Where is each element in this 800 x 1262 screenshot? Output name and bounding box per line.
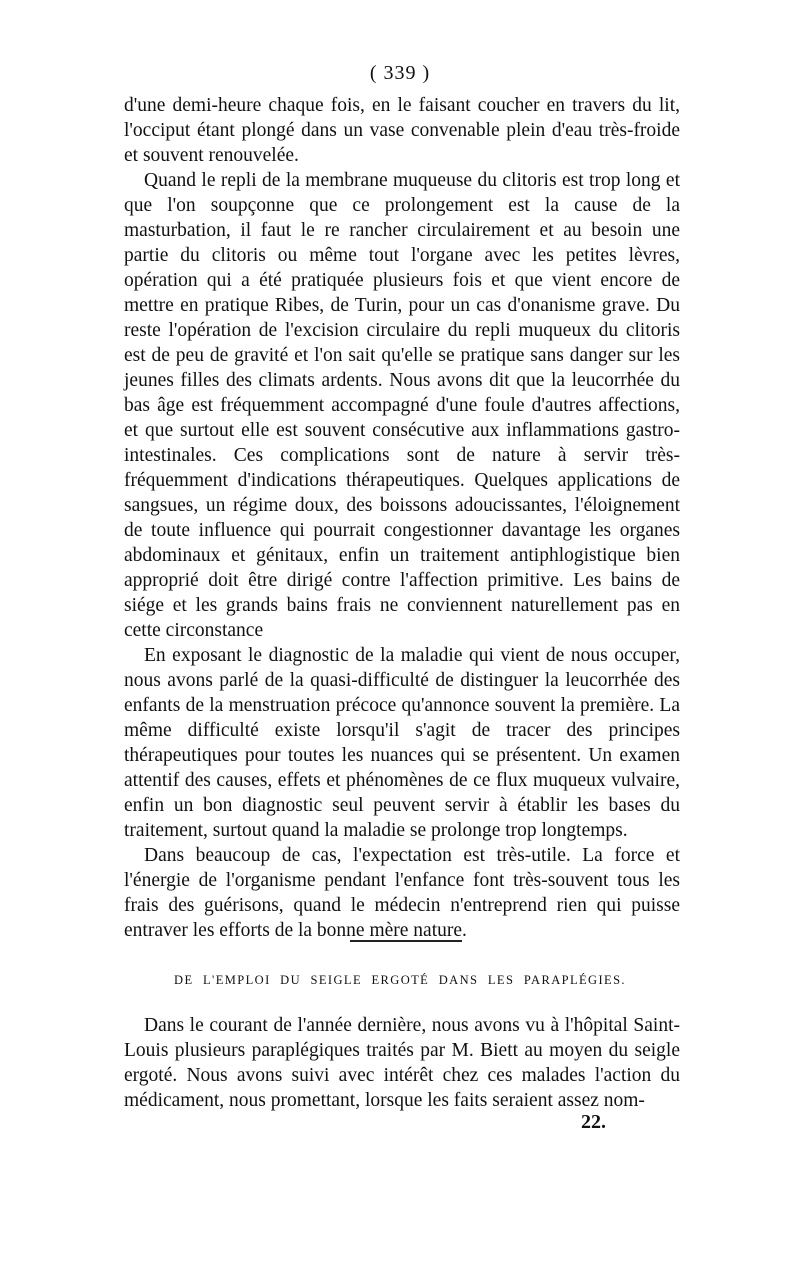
main-text-block <box>124 93 680 943</box>
section-text-block <box>124 1013 680 1113</box>
paragraph-4: Dans beaucoup de cas, l'expectation est très-utile. La force et l'énergie de l'organisme pendant l'enfance font très-souvent tous les frais des guérisons, quand le médecin n'entreprend rien qui puisse entraver les efforts de la bonne mère nature. <box>124 845 680 941</box>
paragraph-2: Quand le repli de la membrane muqueuse du clitoris est trop long et que l'on soupçonne que ce prolongement est la cause de la masturbation, il faut le re rancher circulairement et au besoin une partie du clitoris ou même tout l'organe avec les petites lèvres, opération qui a été pratiquée plusieurs fois et que vient encore de mettre en pratique Ribes, de Turin, pour un cas d'onanisme grave. Du reste l'opération de l'excision circulaire du repli muqueux du clitoris est de peu de gravité et l'on sait qu'elle se pratique sans danger sur les jeunes filles des climats ardents. Nous avons dit que la leucorrhée du bas âge est fréquemment accompagné d'une foule d'autres affections, et que surtout elle est souvent consécutive aux inflammations gastro-intestinales. Ces complications sont de nature à servir très-fréquemment d'indications thérapeutiques. Quelques applications de sangsues, un régime doux, des boissons adoucissantes, l'éloignement de toute influence qui pourrait congestionner davantage les organes abdominaux et génitaux, enfin un traitement antiphlogistique bien approprié doit être dirigé contre l'affection primitive. Les bains de siége et les grands bains frais ne conviennent naturellement pas en cette circonstance <box>124 170 680 641</box>
page-number: ( 339 ) <box>369 62 431 84</box>
section-divider <box>350 940 462 942</box>
paragraph-3: En exposant le diagnostic de la maladie qui vient de nous occuper, nous avons parlé de la quasi-difficulté de distinguer la leucorrhée des enfants de la menstruation précoce qu'annonce souvent la première. La même difficulté existe lorsqu'il s'agit de tracer des principes thérapeutiques pour toutes les nuances qui se présentent. Un examen attentif des causes, effets et phénomènes de ce flux muqueux vulvaire, enfin un bon diagnostic seul peuvent servir à établir les bases du traitement, surtout quand la maladie se prolonge trop longtemps. <box>124 645 680 841</box>
section-paragraph-1: Dans le courant de l'année dernière, nous avons vu à l'hôpital Saint-Louis plusieurs paraplégiques traités par M. Biett au moyen du seigle ergoté. Nous avons suivi avec intérêt chez ces malades l'action du médicament, nous promettant, lorsque les faits seraient assez nom- <box>124 1015 680 1111</box>
signature-mark: 22. <box>581 1111 606 1133</box>
paragraph-1: d'une demi-heure chaque fois, en le faisant coucher en travers du lit, l'occiput étant plongé dans un vase convenable plein d'eau très-froide et souvent renouvelée. <box>124 95 680 166</box>
section-heading: DE L'EMPLOI DU SEIGLE ERGOTÉ DANS LES PARAPLÉGIES. <box>174 973 626 987</box>
